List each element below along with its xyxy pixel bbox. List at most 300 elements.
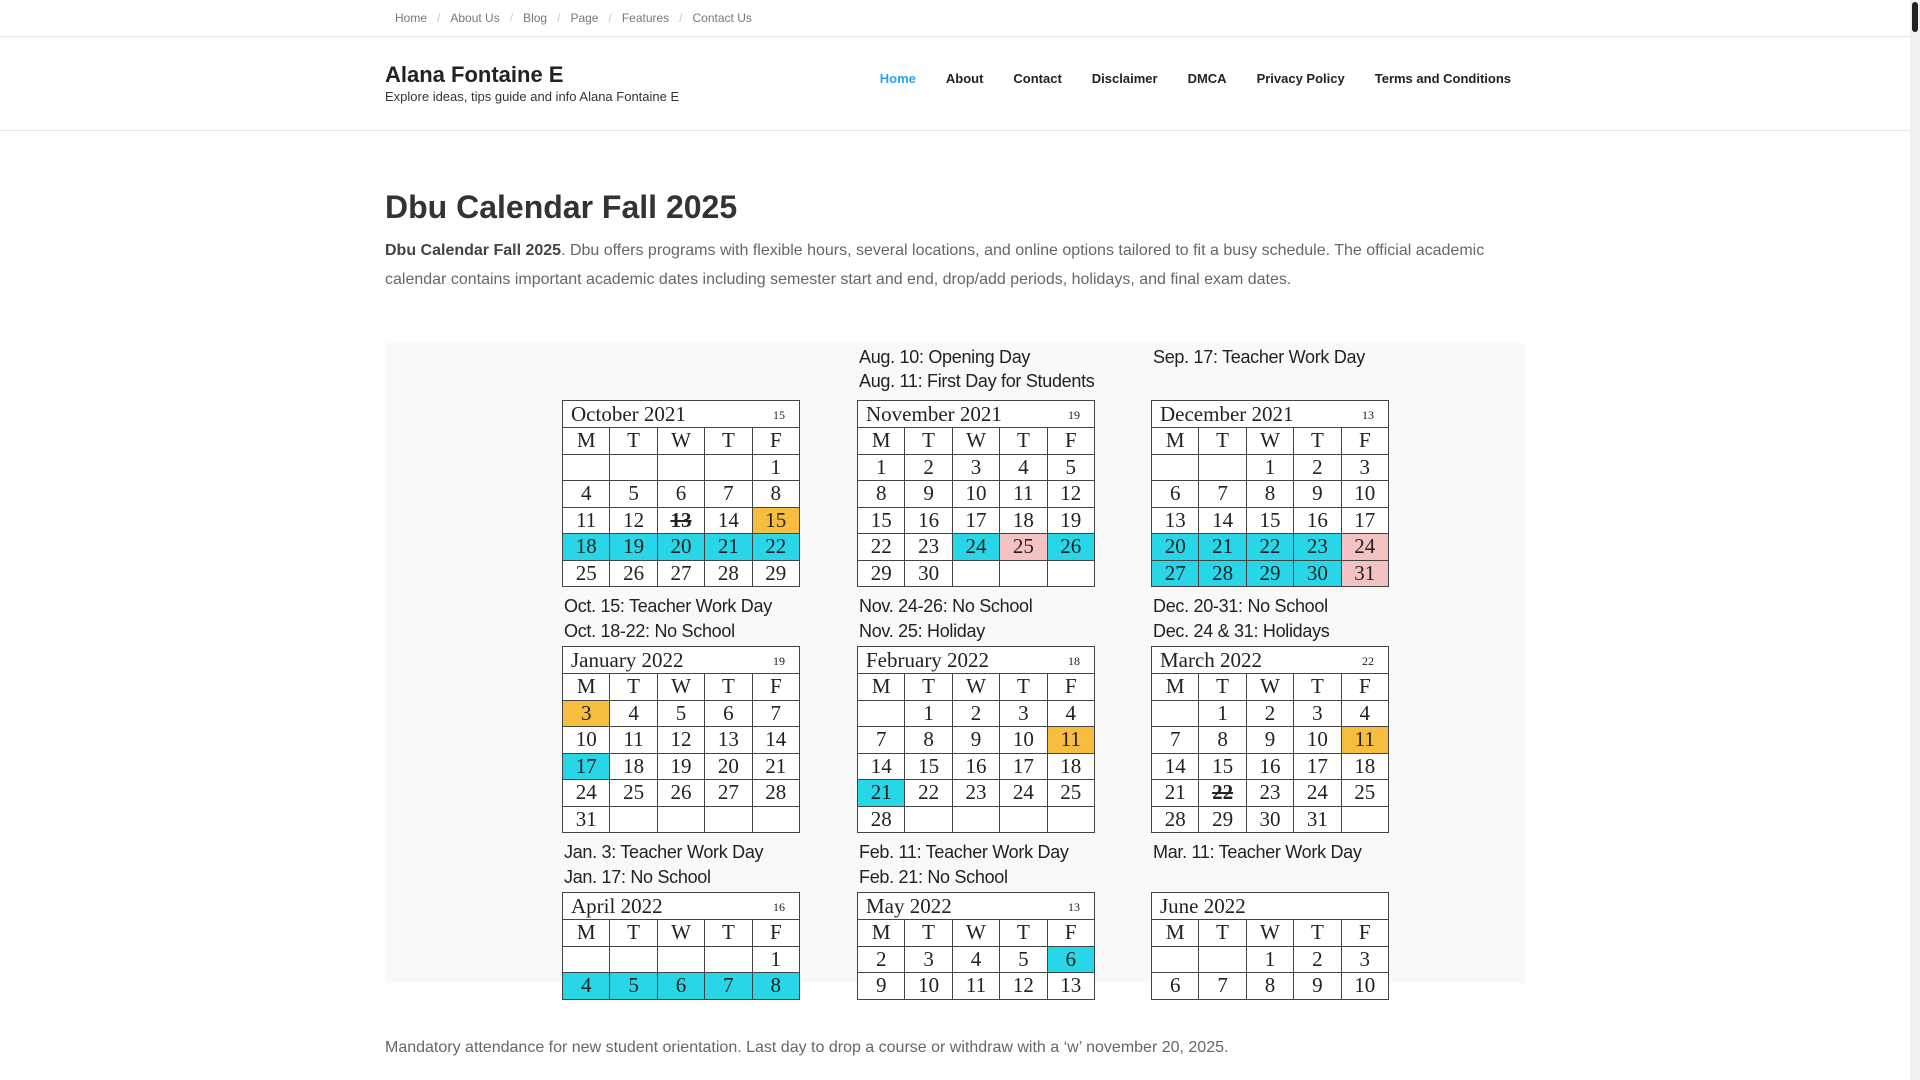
calendar-day-cell: 16 — [1294, 507, 1341, 534]
calendar-month-daycount: 13 — [1068, 900, 1080, 914]
calendar-day-cell: 8 — [752, 481, 799, 508]
calendar-day-cell: 13 — [1047, 973, 1094, 1000]
calendar-day-cell: 13 — [705, 727, 752, 754]
calendar-day-cell: 22 — [752, 534, 799, 561]
mainnav-terms-and-conditions[interactable]: Terms and Conditions — [1374, 71, 1511, 86]
calendar-day-cell — [1152, 700, 1199, 727]
calendar-day-cell: 31 — [563, 806, 610, 833]
calendar-day-cell: 10 — [563, 727, 610, 754]
calendar-weekday: W — [952, 920, 999, 947]
calendar-note: Oct. 18-22: No School — [564, 621, 735, 641]
calendar-note: Dec. 20-31: No School — [1153, 596, 1328, 616]
calendar-weekday: T — [610, 920, 657, 947]
calendar-weekday: T — [1199, 674, 1246, 701]
calendar-day-cell: 17 — [1294, 753, 1341, 780]
calendar-month-grid — [562, 646, 800, 833]
post-intro — [385, 236, 1525, 294]
calendar-day-cell: 5 — [610, 973, 657, 1000]
calendar-weekday: W — [1246, 674, 1293, 701]
calendar-day-cell: 17 — [1341, 507, 1388, 534]
calendar-day-cell — [1000, 560, 1047, 587]
calendar-weekday: T — [705, 674, 752, 701]
calendar-month-daycount: 22 — [1362, 654, 1374, 668]
mainnav-about[interactable]: About — [945, 71, 984, 86]
calendar-top-note: Sep. 17: Teacher Work Day — [1153, 347, 1365, 367]
calendar-day-cell: 14 — [1199, 507, 1246, 534]
calendar-day-cell: 29 — [1246, 560, 1293, 587]
calendar-day-cell: 7 — [1199, 973, 1246, 1000]
calendar-day-cell: 5 — [1047, 454, 1094, 481]
calendar-day-cell: 3 — [563, 700, 610, 727]
calendar-day-cell: 24 — [1341, 534, 1388, 561]
calendar-month-name: October 2021 — [571, 401, 686, 426]
topnav-separator: / — [437, 11, 441, 25]
calendar-day-cell: 11 — [952, 973, 999, 1000]
calendar-day-cell — [657, 806, 704, 833]
calendar-day-cell: 24 — [563, 780, 610, 807]
calendar-day-cell: 28 — [1152, 806, 1199, 833]
calendar-day-cell: 21 — [1152, 780, 1199, 807]
calendar-day-cell: 14 — [1152, 753, 1199, 780]
calendar-month-grid — [857, 400, 1095, 587]
calendar-day-cell: 4 — [1047, 700, 1094, 727]
calendar-month-grid — [1151, 892, 1389, 1000]
calendar-month-header — [858, 893, 1095, 920]
calendar-weekday: T — [1294, 920, 1341, 947]
calendar-day-cell: 4 — [610, 700, 657, 727]
calendar-day-cell: 24 — [1294, 780, 1341, 807]
calendar-day-cell: 12 — [1047, 481, 1094, 508]
calendar-weekday: M — [1152, 428, 1199, 455]
calendar-day-cell: 20 — [705, 753, 752, 780]
calendar-weekday: M — [563, 428, 610, 455]
calendar-day-cell: 21 — [705, 534, 752, 561]
calendar-day-cell: 8 — [905, 727, 952, 754]
calendar-weekday: W — [657, 674, 704, 701]
calendar-day-cell — [905, 806, 952, 833]
calendar-day-cell: 2 — [1246, 700, 1293, 727]
calendar-weekday: F — [1341, 674, 1388, 701]
calendar-day-cell: 8 — [858, 481, 905, 508]
calendar-weekday: T — [1199, 428, 1246, 455]
calendar-day-cell: 5 — [610, 481, 657, 508]
calendar-day-cell: 28 — [752, 780, 799, 807]
calendar-month-header — [1152, 401, 1389, 428]
calendar-day-cell: 8 — [1246, 481, 1293, 508]
calendar-weekday: M — [858, 428, 905, 455]
calendar-day-cell: 28 — [1199, 560, 1246, 587]
calendar-day-cell: 27 — [1152, 560, 1199, 587]
calendar-month-daycount: 19 — [773, 654, 785, 668]
calendar-day-cell: 16 — [952, 753, 999, 780]
calendar-day-cell: 29 — [752, 560, 799, 587]
calendar-weekday: T — [905, 428, 952, 455]
calendar-weekday: T — [1294, 428, 1341, 455]
calendar-weekday: T — [705, 920, 752, 947]
calendar-day-cell: 4 — [1341, 700, 1388, 727]
calendar-day-cell: 3 — [1341, 454, 1388, 481]
calendar-day-cell: 11 — [1000, 481, 1047, 508]
calendar-day-cell — [952, 560, 999, 587]
calendar-day-cell: 10 — [1294, 727, 1341, 754]
calendar-image — [385, 343, 1525, 998]
calendar-note: Jan. 17: No School — [564, 867, 711, 887]
calendar-day-cell: 30 — [1246, 806, 1293, 833]
calendar-day-cell: 15 — [858, 507, 905, 534]
calendar-day-cell: 5 — [1000, 946, 1047, 973]
calendar-month-grid — [857, 646, 1095, 833]
calendar-image-canvas — [385, 343, 1525, 998]
calendar-day-cell: 6 — [657, 481, 704, 508]
calendar-weekday: F — [752, 674, 799, 701]
calendar-note: Oct. 15: Teacher Work Day — [564, 596, 772, 616]
calendar-day-cell — [657, 946, 704, 973]
calendar-note: Nov. 24-26: No School — [859, 596, 1033, 616]
calendar-month-daycount: 15 — [773, 408, 785, 422]
calendar-day-cell: 31 — [1341, 560, 1388, 587]
calendar-day-cell: 2 — [952, 700, 999, 727]
calendar-day-cell: 11 — [1047, 727, 1094, 754]
mainnav-disclaimer[interactable]: Disclaimer — [1091, 71, 1158, 86]
calendar-day-cell: 10 — [1341, 973, 1388, 1000]
top-bar — [0, 0, 1910, 37]
calendar-note: Jan. 3: Teacher Work Day — [564, 842, 764, 862]
calendar-day-cell: 7 — [705, 973, 752, 1000]
calendar-day-cell — [563, 946, 610, 973]
calendar-day-cell: 18 — [610, 753, 657, 780]
calendar-day-cell: 19 — [1047, 507, 1094, 534]
calendar-weekday: T — [1000, 920, 1047, 947]
calendar-month-daycount: 18 — [1068, 654, 1080, 668]
calendar-day-cell: 17 — [952, 507, 999, 534]
calendar-day-cell: 10 — [1000, 727, 1047, 754]
calendar-day-cell: 10 — [905, 973, 952, 1000]
calendar-weekday: T — [1000, 428, 1047, 455]
calendar-month-name: May 2022 — [866, 893, 952, 918]
calendar-day-cell — [1341, 806, 1388, 833]
mainnav-home[interactable]: Home — [879, 71, 916, 86]
calendar-day-cell: 13 — [1152, 507, 1199, 534]
calendar-weekday: W — [952, 674, 999, 701]
calendar-day-cell: 14 — [752, 727, 799, 754]
calendar-month-name: June 2022 — [1160, 893, 1246, 918]
calendar-day-cell: 1 — [905, 700, 952, 727]
calendar-day-cell — [705, 806, 752, 833]
calendar-day-cell: 31 — [1294, 806, 1341, 833]
calendar-day-cell: 10 — [1341, 481, 1388, 508]
calendar-weekday: T — [610, 674, 657, 701]
calendar-month-header — [563, 647, 800, 674]
calendar-weekday: W — [1246, 920, 1293, 947]
calendar-weekday: F — [1341, 920, 1388, 947]
calendar-day-cell: 15 — [1199, 753, 1246, 780]
calendar-day-cell: 13 — [657, 507, 704, 534]
calendar-month-grid — [562, 400, 800, 587]
calendar-day-cell: 23 — [905, 534, 952, 561]
calendar-day-cell: 10 — [952, 481, 999, 508]
mainnav-privacy-policy[interactable]: Privacy Policy — [1256, 71, 1345, 86]
calendar-day-cell — [1000, 806, 1047, 833]
calendar-weekday: F — [752, 920, 799, 947]
calendar-day-cell: 20 — [1152, 534, 1199, 561]
calendar-weekday: T — [1294, 674, 1341, 701]
calendar-weekday: W — [657, 920, 704, 947]
calendar-weekday: M — [1152, 674, 1199, 701]
calendar-day-cell: 14 — [705, 507, 752, 534]
calendar-day-cell: 26 — [1047, 534, 1094, 561]
calendar-day-cell — [563, 454, 610, 481]
calendar-month-daycount: 19 — [1068, 408, 1080, 422]
calendar-day-cell: 24 — [952, 534, 999, 561]
calendar-day-cell: 12 — [1000, 973, 1047, 1000]
topnav-separator: / — [608, 11, 612, 25]
calendar-day-cell: 4 — [952, 946, 999, 973]
calendar-day-cell — [610, 806, 657, 833]
calendar-day-cell: 23 — [1294, 534, 1341, 561]
calendar-day-cell: 4 — [563, 973, 610, 1000]
calendar-day-cell — [610, 946, 657, 973]
calendar-day-cell: 29 — [858, 560, 905, 587]
calendar-month-header — [858, 401, 1095, 428]
calendar-month-daycount: 16 — [773, 900, 785, 914]
calendar-day-cell — [858, 700, 905, 727]
topnav-page[interactable]: Page — [570, 11, 599, 25]
calendar-day-cell: 18 — [1000, 507, 1047, 534]
mainnav-dmca[interactable]: DMCA — [1187, 71, 1227, 86]
calendar-day-cell: 28 — [705, 560, 752, 587]
calendar-day-cell: 1 — [1199, 700, 1246, 727]
calendar-day-cell: 15 — [752, 507, 799, 534]
calendar-day-cell: 9 — [905, 481, 952, 508]
calendar-day-cell: 7 — [752, 700, 799, 727]
site-header — [0, 37, 1910, 131]
calendar-day-cell: 6 — [705, 700, 752, 727]
calendar-day-cell: 6 — [1047, 946, 1094, 973]
calendar-day-cell: 26 — [610, 560, 657, 587]
calendar-note: Nov. 25: Holiday — [859, 621, 985, 641]
topnav-home[interactable]: Home — [395, 11, 428, 25]
calendar-day-cell: 3 — [1000, 700, 1047, 727]
calendar-month-grid — [562, 892, 800, 1000]
calendar-day-cell — [1047, 560, 1094, 587]
calendar-day-cell: 18 — [563, 534, 610, 561]
calendar-day-cell: 1 — [1246, 946, 1293, 973]
calendar-month-name: January 2022 — [571, 647, 684, 672]
calendar-day-cell: 9 — [1294, 481, 1341, 508]
calendar-month-header — [858, 647, 1095, 674]
calendar-top-note: Aug. 11: First Day for Students — [859, 371, 1095, 391]
calendar-weekday: F — [1047, 674, 1094, 701]
calendar-weekday: T — [905, 674, 952, 701]
topnav-contact-us[interactable]: Contact Us — [692, 11, 752, 25]
calendar-day-cell: 5 — [657, 700, 704, 727]
calendar-day-cell: 28 — [858, 806, 905, 833]
calendar-day-cell: 4 — [563, 481, 610, 508]
calendar-day-cell: 9 — [1246, 727, 1293, 754]
calendar-day-cell: 22 — [905, 780, 952, 807]
calendar-day-cell: 30 — [1294, 560, 1341, 587]
calendar-day-cell: 2 — [905, 454, 952, 481]
calendar-day-cell: 19 — [657, 753, 704, 780]
calendar-day-cell: 15 — [905, 753, 952, 780]
topnav-features[interactable]: Features — [621, 11, 670, 25]
calendar-month-daycount: 13 — [1362, 408, 1374, 422]
calendar-weekday: M — [563, 674, 610, 701]
calendar-day-cell: 25 — [1047, 780, 1094, 807]
calendar-day-cell: 20 — [657, 534, 704, 561]
calendar-note: Feb. 21: No School — [859, 867, 1008, 887]
calendar-day-cell: 1 — [858, 454, 905, 481]
topnav-about-us[interactable]: About Us — [450, 11, 500, 25]
calendar-day-cell: 6 — [1152, 973, 1199, 1000]
calendar-weekday: M — [563, 920, 610, 947]
calendar-month-header — [1152, 893, 1389, 920]
calendar-month-name: December 2021 — [1160, 401, 1294, 426]
calendar-day-cell: 25 — [563, 560, 610, 587]
calendar-note: Mar. 11: Teacher Work Day — [1153, 842, 1362, 862]
calendar-day-cell — [705, 946, 752, 973]
calendar-day-cell — [952, 806, 999, 833]
calendar-day-cell: 3 — [1341, 946, 1388, 973]
calendar-month-grid — [1151, 400, 1389, 587]
calendar-month-name: February 2022 — [866, 647, 990, 672]
calendar-weekday: F — [1047, 428, 1094, 455]
calendar-weekday: M — [858, 674, 905, 701]
calendar-weekday: F — [752, 428, 799, 455]
calendar-day-cell: 3 — [1294, 700, 1341, 727]
calendar-day-cell: 17 — [1000, 753, 1047, 780]
calendar-day-cell: 11 — [1341, 727, 1388, 754]
calendar-day-cell: 23 — [1246, 780, 1293, 807]
calendar-day-cell: 1 — [752, 946, 799, 973]
calendar-day-cell: 8 — [752, 973, 799, 1000]
calendar-day-cell: 7 — [858, 727, 905, 754]
calendar-month-name: April 2022 — [571, 893, 663, 918]
calendar-weekday: F — [1341, 428, 1388, 455]
calendar-note: Feb. 11: Teacher Work Day — [859, 842, 1069, 862]
calendar-day-cell: 9 — [952, 727, 999, 754]
calendar-day-cell: 7 — [1199, 481, 1246, 508]
calendar-day-cell: 24 — [1000, 780, 1047, 807]
calendar-day-cell — [657, 454, 704, 481]
calendar-day-cell: 2 — [858, 946, 905, 973]
calendar-day-cell: 16 — [905, 507, 952, 534]
calendar-day-cell: 15 — [1246, 507, 1293, 534]
post-footer-text: Mandatory attendance for new student orientation. Last day to drop a course or withdraw with a ‘w’ november 20, 2025. — [385, 1039, 1229, 1056]
calendar-day-cell: 25 — [1000, 534, 1047, 561]
calendar-day-cell — [1199, 454, 1246, 481]
calendar-day-cell: 6 — [1152, 481, 1199, 508]
calendar-weekday: W — [952, 428, 999, 455]
calendar-day-cell: 22 — [1199, 780, 1246, 807]
calendar-day-cell: 22 — [1246, 534, 1293, 561]
calendar-weekday: W — [1246, 428, 1293, 455]
calendar-weekday: T — [1000, 674, 1047, 701]
calendar-day-cell: 29 — [1199, 806, 1246, 833]
calendar-weekday: T — [705, 428, 752, 455]
calendar-day-cell: 11 — [563, 507, 610, 534]
calendar-month-grid — [857, 892, 1095, 1000]
calendar-day-cell: 14 — [858, 753, 905, 780]
calendar-day-cell: 27 — [705, 780, 752, 807]
calendar-month-name: November 2021 — [866, 401, 1002, 426]
calendar-day-cell: 7 — [1152, 727, 1199, 754]
calendar-day-cell: 19 — [610, 534, 657, 561]
calendar-weekday: T — [905, 920, 952, 947]
calendar-day-cell — [610, 454, 657, 481]
calendar-month-name: March 2022 — [1160, 647, 1263, 672]
calendar-day-cell: 8 — [1246, 973, 1293, 1000]
calendar-day-cell: 7 — [705, 481, 752, 508]
post-intro-text: . Dbu offers programs with flexible hours, several locations, and online options tailored to fit a busy schedule. The official academic calendar contains important academic dates including semester start and end, drop/add periods, holidays, and final exam dates. — [385, 242, 1485, 288]
post-intro-bold: Dbu Calendar Fall 2025 — [385, 242, 562, 259]
calendar-day-cell: 21 — [858, 780, 905, 807]
calendar-day-cell: 3 — [905, 946, 952, 973]
calendar-day-cell: 9 — [1294, 973, 1341, 1000]
calendar-weekday: T — [1199, 920, 1246, 947]
calendar-day-cell — [1199, 946, 1246, 973]
calendar-note: Dec. 24 & 31: Holidays — [1153, 621, 1330, 641]
mainnav-contact[interactable]: Contact — [1013, 71, 1062, 86]
post-title: Dbu Calendar Fall 2025 — [385, 189, 738, 225]
calendar-day-cell: 16 — [1246, 753, 1293, 780]
calendar-day-cell: 30 — [905, 560, 952, 587]
calendar-weekday: M — [1152, 920, 1199, 947]
calendar-day-cell: 22 — [858, 534, 905, 561]
calendar-day-cell — [1152, 454, 1199, 481]
topnav-blog[interactable]: Blog — [523, 11, 548, 25]
topnav-separator: / — [509, 11, 514, 25]
scrollbar-thumb[interactable] — [1912, 2, 1918, 32]
calendar-day-cell: 11 — [610, 727, 657, 754]
top-navigation — [385, 0, 762, 36]
page-scrollbar[interactable] — [1910, 0, 1920, 1080]
calendar-day-cell: 27 — [657, 560, 704, 587]
calendar-day-cell — [1152, 946, 1199, 973]
calendar-day-cell: 4 — [1000, 454, 1047, 481]
calendar-day-cell: 8 — [1199, 727, 1246, 754]
calendar-day-cell: 25 — [610, 780, 657, 807]
calendar-day-cell: 21 — [1199, 534, 1246, 561]
calendar-month-header — [563, 893, 800, 920]
topnav-separator: / — [679, 11, 683, 25]
calendar-month-header — [1152, 647, 1389, 674]
calendar-day-cell: 18 — [1341, 753, 1388, 780]
calendar-day-cell: 12 — [657, 727, 704, 754]
calendar-day-cell: 18 — [1047, 753, 1094, 780]
calendar-day-cell: 2 — [1294, 946, 1341, 973]
calendar-day-cell: 25 — [1341, 780, 1388, 807]
calendar-weekday: W — [657, 428, 704, 455]
calendar-day-cell: 3 — [952, 454, 999, 481]
calendar-day-cell: 9 — [858, 973, 905, 1000]
calendar-weekday: M — [858, 920, 905, 947]
calendar-day-cell: 17 — [563, 753, 610, 780]
site-title[interactable]: Alana Fontaine E — [385, 62, 564, 87]
calendar-day-cell — [1047, 806, 1094, 833]
calendar-weekday: T — [610, 428, 657, 455]
calendar-month-header — [563, 401, 800, 428]
calendar-day-cell: 21 — [752, 753, 799, 780]
calendar-day-cell: 1 — [1246, 454, 1293, 481]
main-navigation — [850, 71, 1511, 86]
calendar-month-grid — [1151, 646, 1389, 833]
calendar-day-cell: 23 — [952, 780, 999, 807]
calendar-day-cell: 6 — [657, 973, 704, 1000]
calendar-day-cell — [752, 806, 799, 833]
calendar-top-note: Aug. 10: Opening Day — [859, 347, 1031, 367]
calendar-day-cell: 26 — [657, 780, 704, 807]
